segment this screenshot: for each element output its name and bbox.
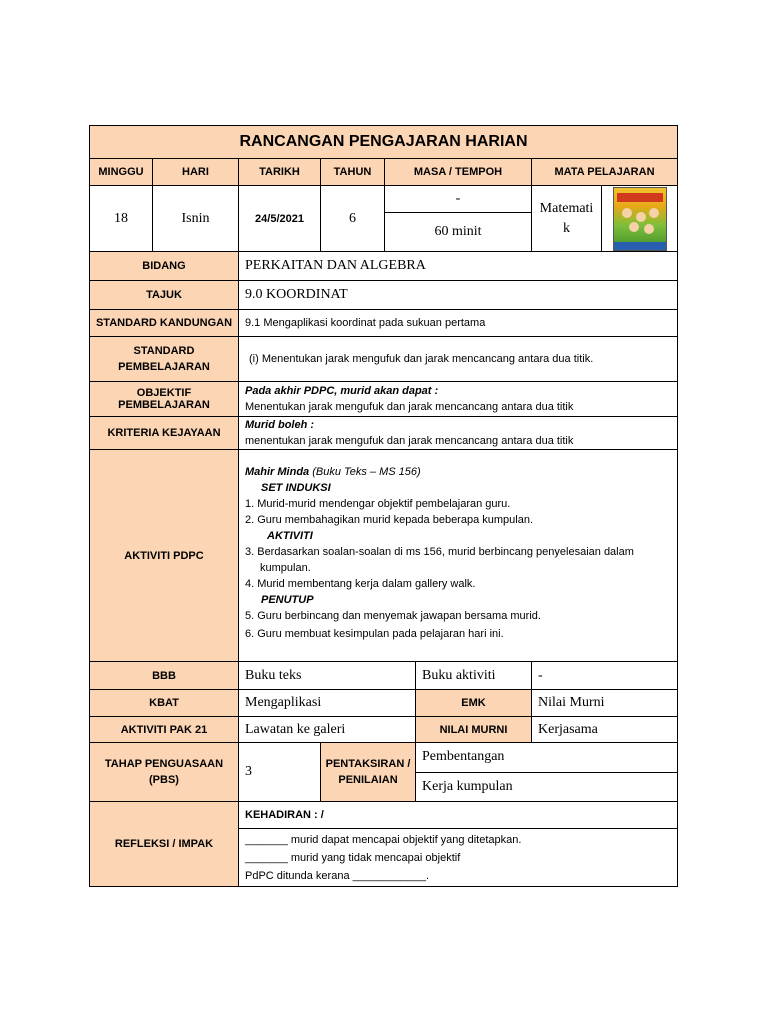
standard-pembelajaran-value: (i) Menentukan jarak mengufuk dan jarak mencancang antara dua titik. <box>239 337 678 382</box>
aktiviti-cell <box>239 450 678 662</box>
tajuk-label: TAJUK <box>90 281 239 310</box>
kriteria-cell <box>239 417 678 450</box>
header-hari: HARI <box>153 159 239 186</box>
tahap-label-line2: (PBS) <box>149 774 179 786</box>
refleksi-cell <box>239 802 678 887</box>
bbb-value-3: - <box>532 662 678 690</box>
pentaksiran-value-2: Kerja kumpulan <box>422 778 513 794</box>
refleksi-label: REFLEKSI / IMPAK <box>90 802 239 887</box>
pentaksiran-value-1: Pembentangan <box>416 743 677 772</box>
nilai-murni-value: Kerjasama <box>532 717 678 743</box>
bbb-value-1: Buku teks <box>239 662 416 690</box>
tahap-penguasaan-label <box>90 743 239 802</box>
textbook-cover-image <box>613 187 667 251</box>
aktiviti-item-2: 2. Guru membahagikan murid kepada beberapa kumpulan. <box>245 514 534 526</box>
penutup-heading: PENUTUP <box>261 594 314 606</box>
emk-label: EMK <box>416 690 532 717</box>
aktiviti-item-6: 6. Guru membuat kesimpulan pada pelajaran hari ini. <box>245 628 504 640</box>
tahap-penguasaan-value: 3 <box>239 743 321 802</box>
aktiviti-label: AKTIVITI PDPC <box>90 450 239 662</box>
pentaksiran-label-line2: PENILAIAN <box>338 774 398 786</box>
standard-kandungan-value: 9.1 Mengaplikasi koordinat pada sukuan pertama <box>239 310 678 337</box>
mata-pelajaran-line1: Matemati <box>539 200 594 216</box>
header-tarikh: TARIKH <box>239 159 321 186</box>
aktiviti-item-3b: kumpulan. <box>260 562 311 574</box>
bbb-value-2: Buku aktiviti <box>416 662 532 690</box>
nilai-murni-label: NILAI MURNI <box>416 717 532 743</box>
tahun-value: 6 <box>321 186 385 252</box>
aktiviti-item-1: 1. Murid-murid mendengar objektif pembelajaran guru. <box>245 498 511 510</box>
kehadiran-line: KEHADIRAN : / <box>239 802 677 828</box>
book-cover-cell <box>602 186 678 252</box>
refleksi-line-1: _______ murid dapat mencapai objektif yang ditetapkan. <box>245 833 522 846</box>
minggu-value: 18 <box>90 186 153 252</box>
header-minggu: MINGGU <box>90 159 153 186</box>
sp-label-line1: STANDARD <box>133 345 195 357</box>
pak21-label: AKTIVITI PAK 21 <box>90 717 239 743</box>
header-mata-pelajaran: MATA PELAJARAN <box>532 159 678 186</box>
standard-pembelajaran-label <box>90 337 239 382</box>
kriteria-value: menentukan jarak mengufuk dan jarak mencancang antara dua titik <box>245 435 574 447</box>
mahir-minda-ref: (Buku Teks – MS 156) <box>309 466 421 478</box>
objektif-intro: Pada akhir PDPC, murid akan dapat : <box>245 385 439 397</box>
masa-cell <box>385 186 532 252</box>
objektif-cell <box>239 382 678 417</box>
masa-bottom-value: 60 minit <box>434 223 482 239</box>
lesson-plan-table <box>89 125 678 887</box>
set-induksi-heading: SET INDUKSI <box>261 482 331 494</box>
sp-label-line2: PEMBELAJARAN <box>118 361 210 373</box>
hari-value: Isnin <box>153 186 239 252</box>
emk-value: Nilai Murni <box>532 690 678 717</box>
mata-pelajaran-line2: k <box>563 220 570 236</box>
refleksi-lines <box>239 828 677 886</box>
aktiviti-item-5: 5. Guru berbincang dan menyemak jawapan bersama murid. <box>245 610 541 622</box>
kriteria-label: KRITERIA KEJAYAAN <box>90 417 239 450</box>
lesson-plan-sheet <box>89 125 677 887</box>
bbb-label: BBB <box>90 662 239 690</box>
refleksi-line-3: PdPC ditunda kerana ____________. <box>245 869 430 882</box>
mahir-minda-label: Mahir Minda <box>245 466 310 478</box>
aktiviti-item-4: 4. Murid membentang kerja dalam gallery walk. <box>245 578 476 590</box>
aktiviti-heading: AKTIVITI <box>267 530 313 542</box>
kbat-value: Mengaplikasi <box>239 690 416 717</box>
bidang-value: PERKAITAN DAN ALGEBRA <box>239 252 678 281</box>
kbat-label: KBAT <box>90 690 239 717</box>
aktiviti-item-3a: 3. Berdasarkan soalan-soalan di ms 156, murid berbincang penyelesaian dalam <box>245 546 634 558</box>
masa-top-value: - <box>385 186 531 212</box>
tahap-label-line1: TAHAP PENGUASAAN <box>104 758 224 770</box>
refleksi-line-2: _______ murid yang tidak mencapai objektif <box>245 851 461 864</box>
standard-kandungan-label: STANDARD KANDUNGAN <box>90 310 239 337</box>
pak21-value: Lawatan ke galeri <box>239 717 416 743</box>
header-tahun: TAHUN <box>321 159 385 186</box>
header-masa: MASA / TEMPOH <box>385 159 532 186</box>
objektif-label: OBJEKTIF PEMBELAJARAN <box>90 382 239 417</box>
document-title: RANCANGAN PENGAJARAN HARIAN <box>90 126 678 159</box>
pentaksiran-values-cell <box>416 743 678 802</box>
pentaksiran-label <box>321 743 416 802</box>
bidang-label: BIDANG <box>90 252 239 281</box>
pentaksiran-label-line1: PENTAKSIRAN / <box>325 758 411 770</box>
objektif-value: Menentukan jarak mengufuk dan jarak mencancang antara dua titik <box>245 401 574 413</box>
tarikh-value: 24/5/2021 <box>239 186 321 252</box>
tajuk-value: 9.0 KOORDINAT <box>239 281 678 310</box>
kriteria-intro: Murid boleh : <box>245 419 315 431</box>
mata-pelajaran-value <box>532 186 602 252</box>
